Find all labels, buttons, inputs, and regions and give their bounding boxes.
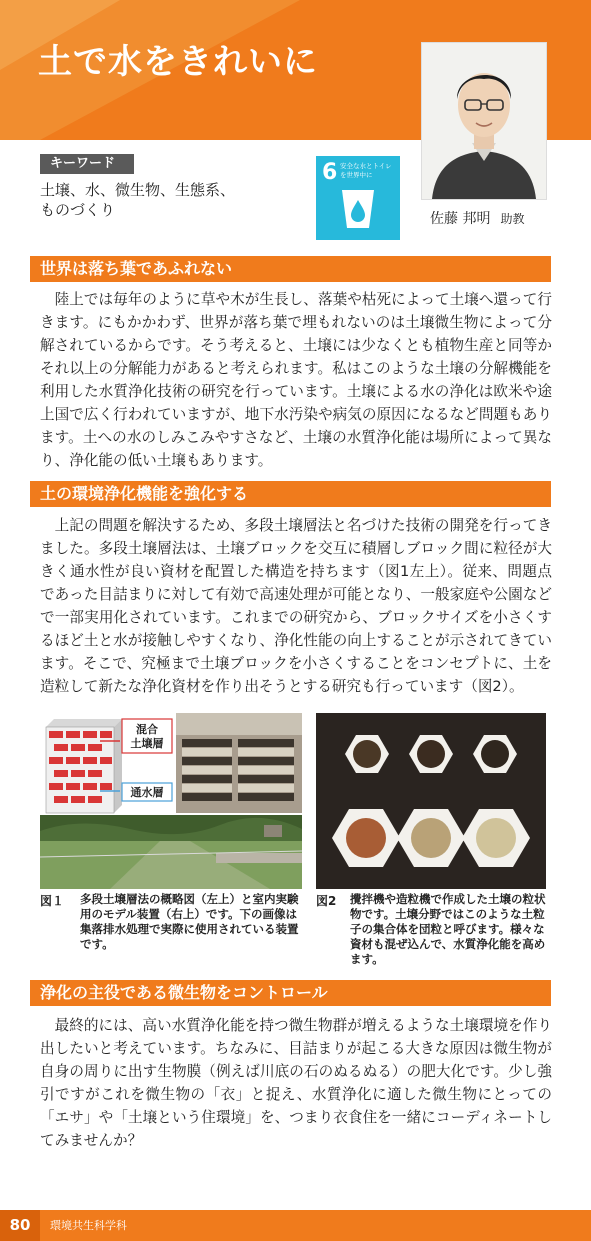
sdg-number: 6 — [322, 160, 338, 185]
department-name: 環境共生科学科 — [50, 1219, 127, 1232]
author-role: 助教 — [500, 212, 525, 226]
figure-2-image — [316, 713, 546, 889]
keyword-line: 土壌、水、微生物、生態系、 — [40, 181, 236, 199]
sdg-title-line: 安全な水とトイレ — [340, 162, 392, 170]
figure-1-mixed-label: 混合 — [136, 723, 158, 736]
figure-1-caption-label: 図１ — [40, 894, 65, 908]
page-title: 土で水をきれいに — [38, 42, 318, 82]
figure-1-image — [40, 713, 302, 889]
keyword-label: キーワード — [40, 154, 134, 174]
section-body: 陸上では毎年のように草や木が生長し、落葉や枯死によって土壌へ還って行きます。にもかかわず、世界が落ち葉で埋もれないのは土壌微生物によって分解されているからです。そう考えると、土壌には少なくとも植物生産と同等かそれ以上の分解能力があると考えられます。私はこのような土壌の分解機能を利用した水質浄化技術の研究を行っています。土壌による水の浄化は欧米や途上国で広く行われていますが、地下水汚染や病気の原因になるなど問題もあります。土への水のしみこみやすさなど、土壌の水質浄化能は場所によって異なり、浄化能の低い土壌もあります。 — [40, 291, 552, 469]
footer — [0, 1210, 591, 1241]
figure-2 — [316, 713, 546, 889]
figure-1-water-label: 通水層 — [130, 786, 164, 799]
sdg-title-line: を世界中に — [340, 171, 373, 179]
keyword-list — [40, 180, 300, 220]
section-heading: 世界は落ち葉であふれない — [30, 256, 551, 282]
figure-1-caption: 多段土壌層法の概略図（左上）と室内実験用のモデル装置（右上）です。下の画像は集落排水処理で実際に使用されている装置です。 — [80, 892, 299, 951]
figure-1-mixed-label: 土壌層 — [130, 737, 164, 750]
section-body: 上記の問題を解決するため、多段土壌層法と名づけた技術の開発を行ってきました。多段土壌層法は、土壌ブロックを交互に積層しブロック間に粒径が大きく通水性が良い資材を配置した構造を持ちます（図1左上）。従来、問題点であった目詰まりに対して有効で高速处理が可能となり、一般家庭や公園などで一部実用化されています。これまでの研究から、ブロックサイズを小さくするほど土と水が接触しやすくなり、浄化性能の向上することが示されてきています。そこで、究極まで土壌ブロックを小さくすることをコンセプトに、土を造粒して新たな浄化資材を作り出そうとする研究も行っています（図2）。 — [40, 517, 552, 695]
water-glass-icon — [338, 186, 378, 232]
sdg-goal-6-badge — [316, 156, 400, 240]
keyword-line: ものづくり — [40, 201, 116, 219]
section-heading: 浄化の主役である微生物をコントロール — [30, 980, 551, 1006]
figure-2-caption: 攪拌機や造粒機で作成した土壌の粒状物です。土壌分野ではこのような土粒子の集合体を団粒と呼びます。様々な資材も混ぜ込んで、水質浄化能を高めます。 — [350, 892, 546, 966]
section-heading: 土の環境浄化機能を強化する — [30, 481, 551, 507]
author-photo — [421, 42, 547, 200]
figure-1 — [40, 713, 302, 889]
figure-2-caption-label: 図2 — [316, 894, 337, 908]
page-number: 80 — [0, 1210, 40, 1241]
author-info — [430, 208, 524, 228]
section-body: 最終的には、高い水質浄化能を持つ微生物群が増えるような土壌環境を作り出したいと考えています。ちなみに、目詰まりが起こる大きな原因は微生物が自身の周りに出す生物膜（例えば川底の石のぬるぬる）の肥大化です。少し強引ですがこれを微生物の「衣」と捉え、水質浄化に適した微生物にとっての「エサ」や「土壌という住環境」を、つまり衣食住を一緒にコーディネートしてみませんか？ — [40, 1017, 552, 1149]
author-name: 佐藤 邦明 — [430, 211, 491, 227]
